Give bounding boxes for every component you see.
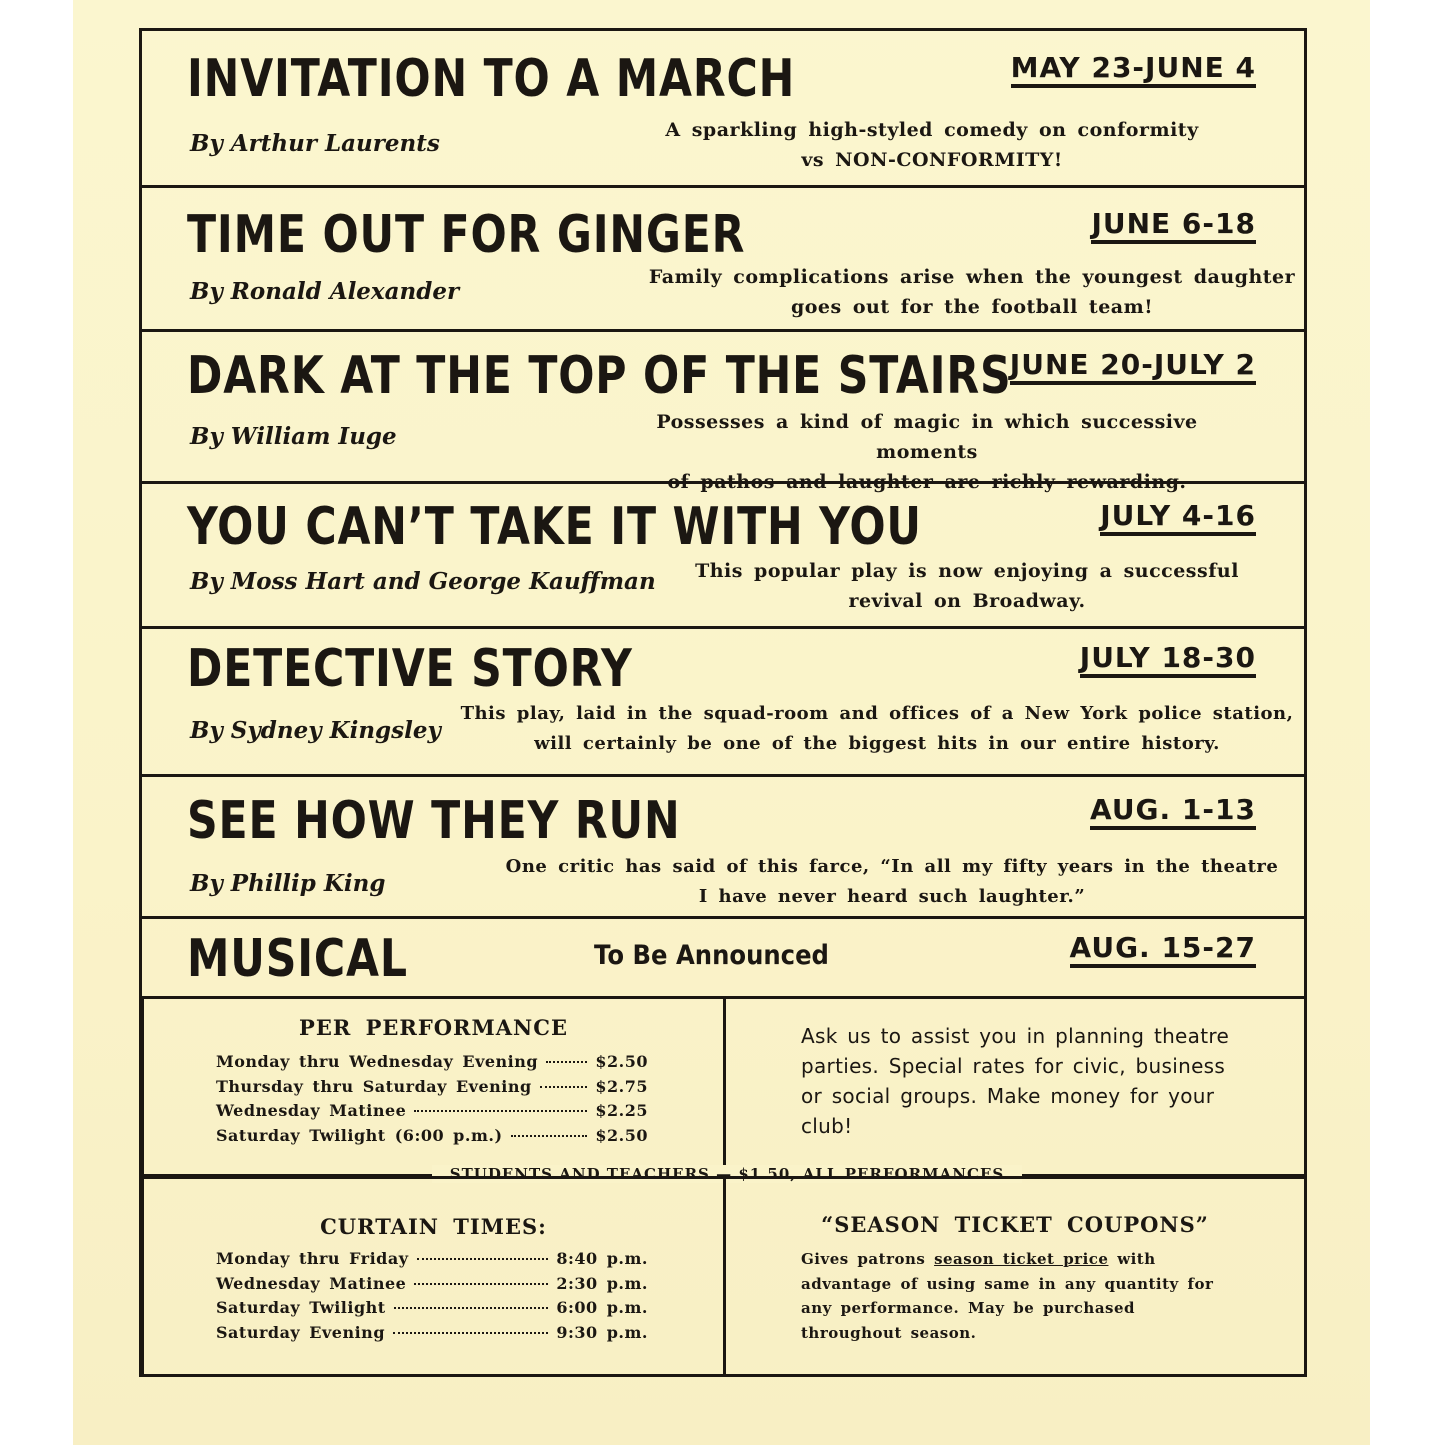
price-row: Thursday thru Saturday Evening $2.75 [216,1076,648,1096]
play-author: By Arthur Laurents [190,130,440,157]
play-description: Possesses a kind of magic in which successive moments of pathos and laughter are richly rewarding. [656,411,1198,493]
play-description: This popular play is now enjoying a successful revival on Broadway. [695,560,1239,612]
play-author: By Moss Hart and George Kauffman [190,568,656,595]
students-rate-text: STUDENTS AND TEACHERS — $1.50, ALL PERFORMANCES [432,1165,1022,1183]
play-you-cant-take-it-with-you [142,484,1304,629]
play-title: TIME OUT FOR GINGER [187,205,746,265]
play-dates: JUNE 20-JULY 2 [1010,350,1256,385]
coupons-text: Gives patrons season ticket price with advantage of using same in any quantity for any performance. May be purchased throughout season. [801,1250,1214,1342]
play-author: By Phillip King [190,870,386,897]
price-list [216,1052,648,1150]
theatre-parties-text: Ask us to assist you in planning theatre parties. Special rates for civic, business or social groups. Make money for your club! [801,1024,1230,1138]
play-title: INVITATION TO A MARCH [187,49,796,109]
price-row: Wednesday Matinee $2.25 [216,1101,648,1120]
play-title: DETECTIVE STORY [187,639,633,699]
play-dark-at-the-top-of-the-stairs [142,332,1304,493]
play-author: By William Iuge [190,423,397,450]
play-dates: AUG. 15-27 [1070,933,1256,968]
play-description: Family complications arise when the youngest daughter goes out for the football team! [648,266,1296,318]
play-author: By Sydney Kingsley [190,717,441,744]
play-dates: MAY 23-JUNE 4 [1011,53,1256,88]
curtain-row: Monday thru Friday 8:40 p.m. [216,1249,648,1268]
play-description: One critic has said of this farce, “In all my fifty years in the theatre I have never heard such laughter.” [505,856,1279,907]
play-title: MUSICAL [187,929,408,989]
curtain-list [216,1249,648,1347]
theatre-parties-box [723,996,1307,1177]
coupons-heading: “SEASON TICKET COUPONS” [821,1212,1209,1237]
play-title: DARK AT THE TOP OF THE STAIRS [187,346,1012,406]
play-dates: JULY 18-30 [1080,643,1256,678]
price-row: Monday thru Wednesday Evening $2.50 [216,1052,648,1071]
price-box [141,996,726,1177]
curtain-times-box [141,1176,726,1377]
curtain-row: Saturday Twilight 6:00 p.m. [216,1298,648,1317]
play-musical [142,919,1304,999]
play-title: SEE HOW THEY RUN [187,791,681,851]
play-detective-story [142,629,1304,777]
play-dates: AUG. 1-13 [1090,795,1256,830]
curtain-row: Wednesday Matinee 2:30 p.m. [216,1273,648,1293]
play-title: YOU CAN’T TAKE IT WITH YOU [187,497,922,557]
price-row: Saturday Twilight (6:00 p.m.) $2.50 [216,1125,648,1145]
play-time-out-for-ginger [142,188,1304,332]
play-description: This play, laid in the squad-room and offices of a New York police station, will certainly be one of the biggest hits in our entire history. [460,703,1294,754]
to-be-announced: To Be Announced [594,940,829,971]
play-invitation-to-a-march [142,31,1304,188]
play-author: By Ronald Alexander [190,278,460,305]
play-description: A sparkling high-styled comedy on conformity vs NON-CONFORMITY! [665,119,1199,171]
curtain-heading: CURTAIN TIMES: [320,1214,547,1239]
play-dates: JULY 4-16 [1100,501,1256,536]
coupons-box [723,1176,1307,1377]
play-dates: JUNE 6-18 [1091,209,1256,244]
play-see-how-they-run [142,777,1304,919]
curtain-row: Saturday Evening 9:30 p.m. [216,1322,648,1342]
price-heading: PER PERFORMANCE [299,1015,568,1040]
